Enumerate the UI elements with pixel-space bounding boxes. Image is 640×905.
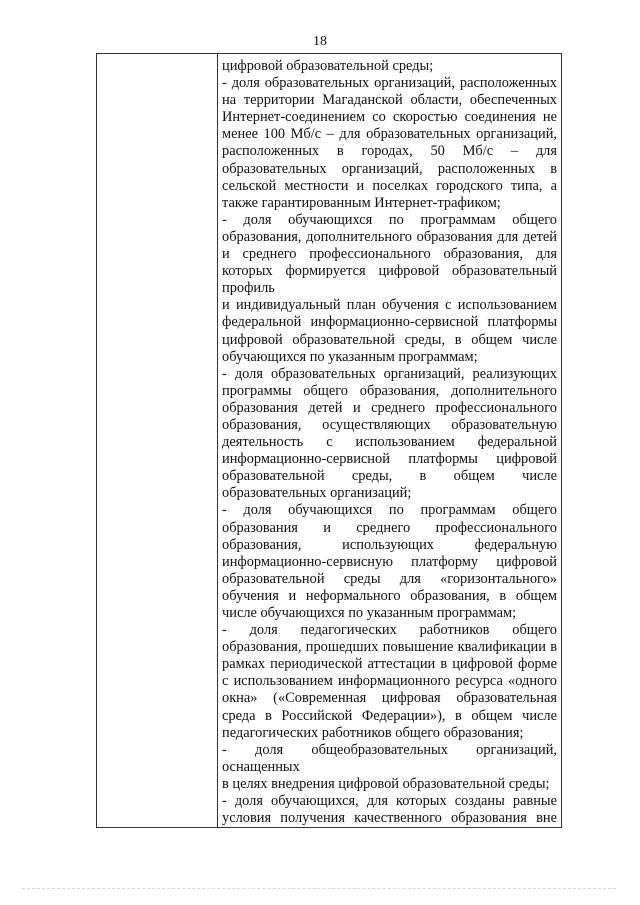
paragraph: в целях внедрения цифровой образовательной среды;	[222, 775, 550, 792]
table-column-divider	[217, 54, 218, 827]
scan-bottom-rule	[22, 888, 616, 889]
paragraph: - доля педагогических работников общего образования, прошедших повышение квалификации в рамках периодической аттестации в цифровой форме с использованием информационного ресурса «одного окна» («Современная цифровая образовательная среда в Российской Федерации»), в общем числе педагогических работников общего образования;	[222, 622, 557, 741]
document-table	[96, 53, 562, 828]
paragraph: и индивидуальный план обучения с использованием федеральной информационно-сервисной платформы цифровой образовательной среды, в общем числе обучающихся по указанным программам;	[222, 297, 557, 365]
paragraph: - доля обучающихся, для которых созданы равные условия получения качественного образования вне	[222, 793, 557, 827]
page-number: 18	[313, 34, 327, 49]
paragraph: - доля обучающихся по программам общего образования, дополнительного образования для детей и среднего профессионального образования, для которых формируется цифровой образовательный профиль	[222, 211, 557, 297]
paragraph: - доля образовательных организаций, реализующих программы общего образования, дополнительного образования детей и среднего профессионального образования, осуществляющих образовательную деятельность с использованием федеральной информационно-сервисной платформы цифровой образовательной среды, в общем числе образовательных организаций;	[222, 365, 557, 502]
paragraph: - доля общеобразовательных организаций, оснащенных	[222, 741, 557, 775]
paragraph: - доля обучающихся по программам общего образования и среднего профессионального образования, использующих федеральную информационно-сервисную платформу цифровой образовательной среды для «горизонтального» обучения и неформального образования, в общем числе обучающихся по указанным программам;	[222, 502, 557, 621]
table-cell-indicators	[222, 58, 557, 827]
paragraph: цифровой образовательной среды;	[222, 58, 434, 74]
paragraph: - доля образовательных организаций, расположенных на территории Магаданской области, обеспеченных Интернет-соединением со скоростью соединения не менее 100 Мб/с – для образовательных организаций, расположенных в городах, 50 Мб/с – для образовательных организаций, расположенных в сельской местности и поселках городского типа, а также гарантированным Интернет-трафиком;	[222, 75, 557, 211]
